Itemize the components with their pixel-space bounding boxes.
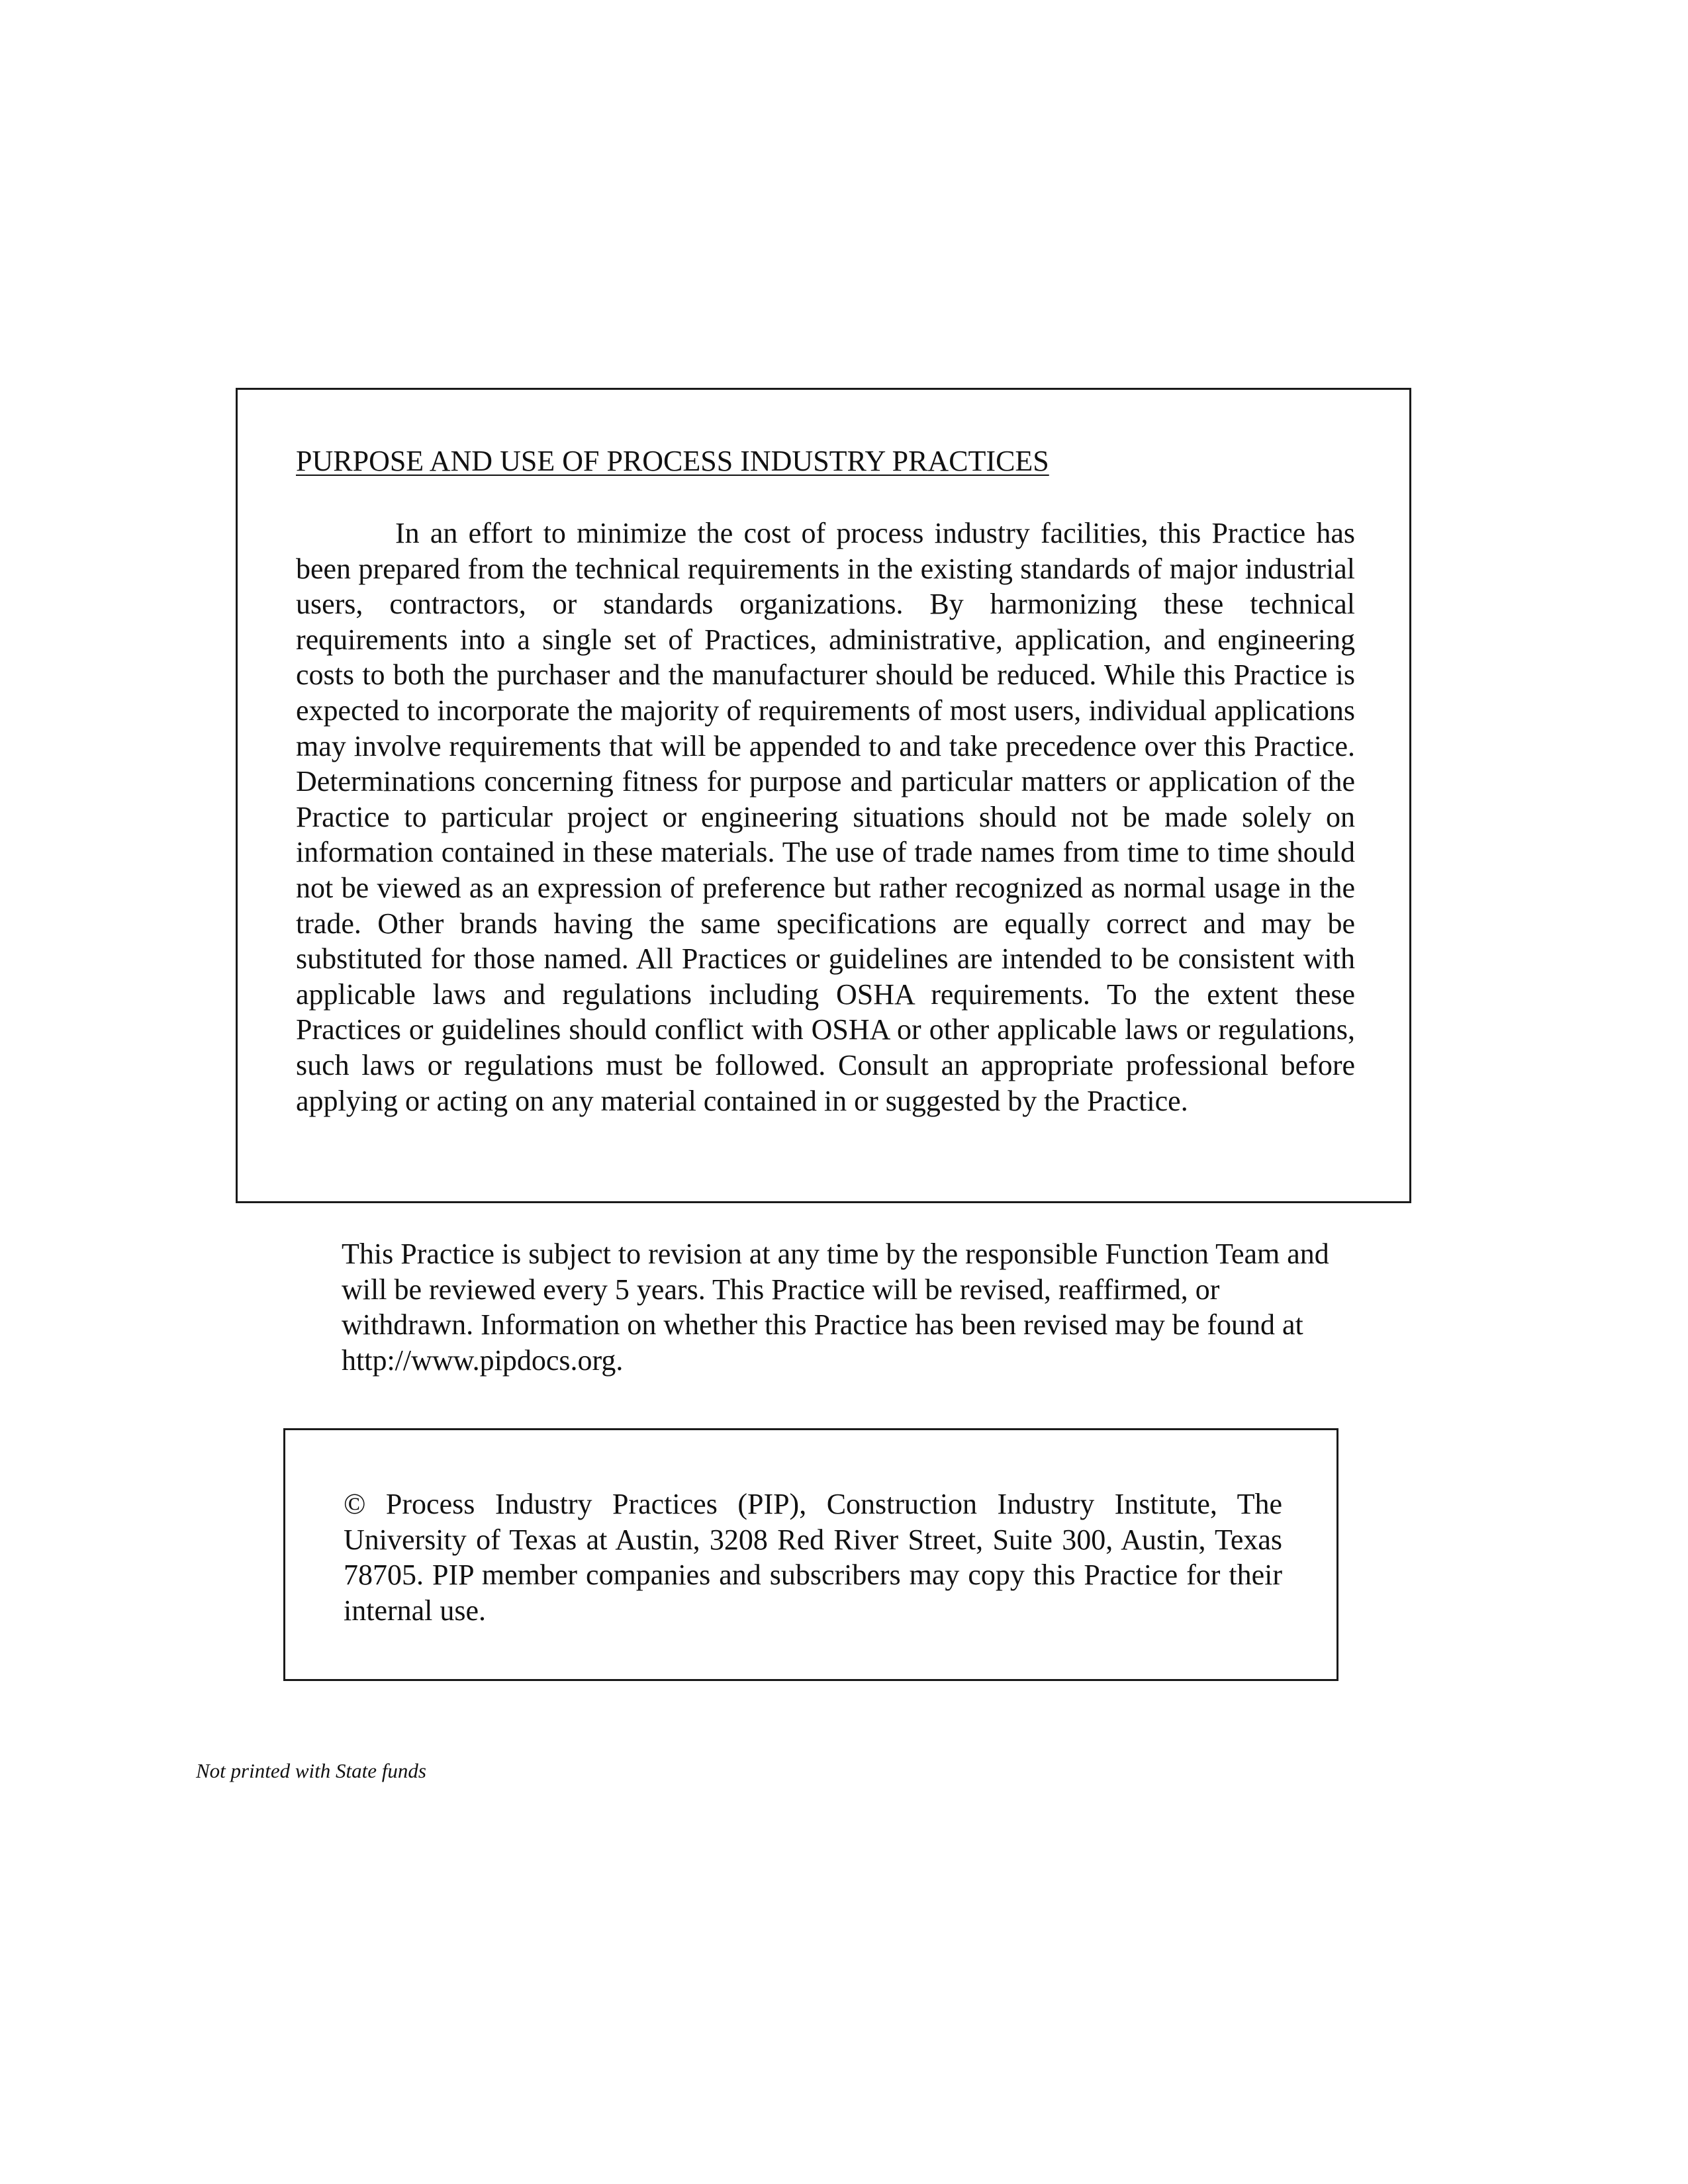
copyright-text: © Process Industry Practices (PIP), Construction Industry Institute, The University of Texas at Austin, 3208 Red River Street, Suite 300, Austin, Texas 78705. PIP member companies and subscribers may copy this Practice for their internal use. [344,1488,1282,1627]
footer-note: Not printed with State funds [196,1759,426,1782]
purpose-box [236,388,1411,1203]
revision-notice: This Practice is subject to revision at any time by the responsible Function Team and will be reviewed every 5 years. This Practice will be revised, reaffirmed, or withdrawn. Information on whether this Practice has been revised may be found at http://www.pipdocs.org. [342,1238,1329,1377]
purpose-title: PURPOSE AND USE OF PROCESS INDUSTRY PRACTICES [296,445,1049,477]
copyright-box [283,1428,1338,1681]
purpose-body-text: In an effort to minimize the cost of process industry facilities, this Practice has been prepared from the technical requirements in the existing standards of major industrial users, contractors, or standards organizations. By harmonizing these technical requirements into a single set of Practices, administrative, application, and engineering costs to both the purchaser and the manufacturer should be reduced. While this Practice is expected to incorporate the majority of requirements of most users, individual applications may involve requirements that will be appended to and take precedence over this Practice. Determinations concerning fitness for purpose and particular matters or application of the Practice to particular project or engineering situations should not be made solely on information contained in these materials. The use of trade names from time to time should not be viewed as an expression of preference but rather recognized as normal usage in the trade. Other brands having the same specifications are equally correct and may be substituted for those named. All Practices or guidelines are intended to be consistent with applicable laws and regulations including OSHA requirements. To the extent these Practices or guidelines should conflict with OSHA or other applicable laws or regulations, such laws or regulations must be followed. Consult an appropriate professional before applying or acting on any material contained in or suggested by the Practice. [296,517,1355,1117]
